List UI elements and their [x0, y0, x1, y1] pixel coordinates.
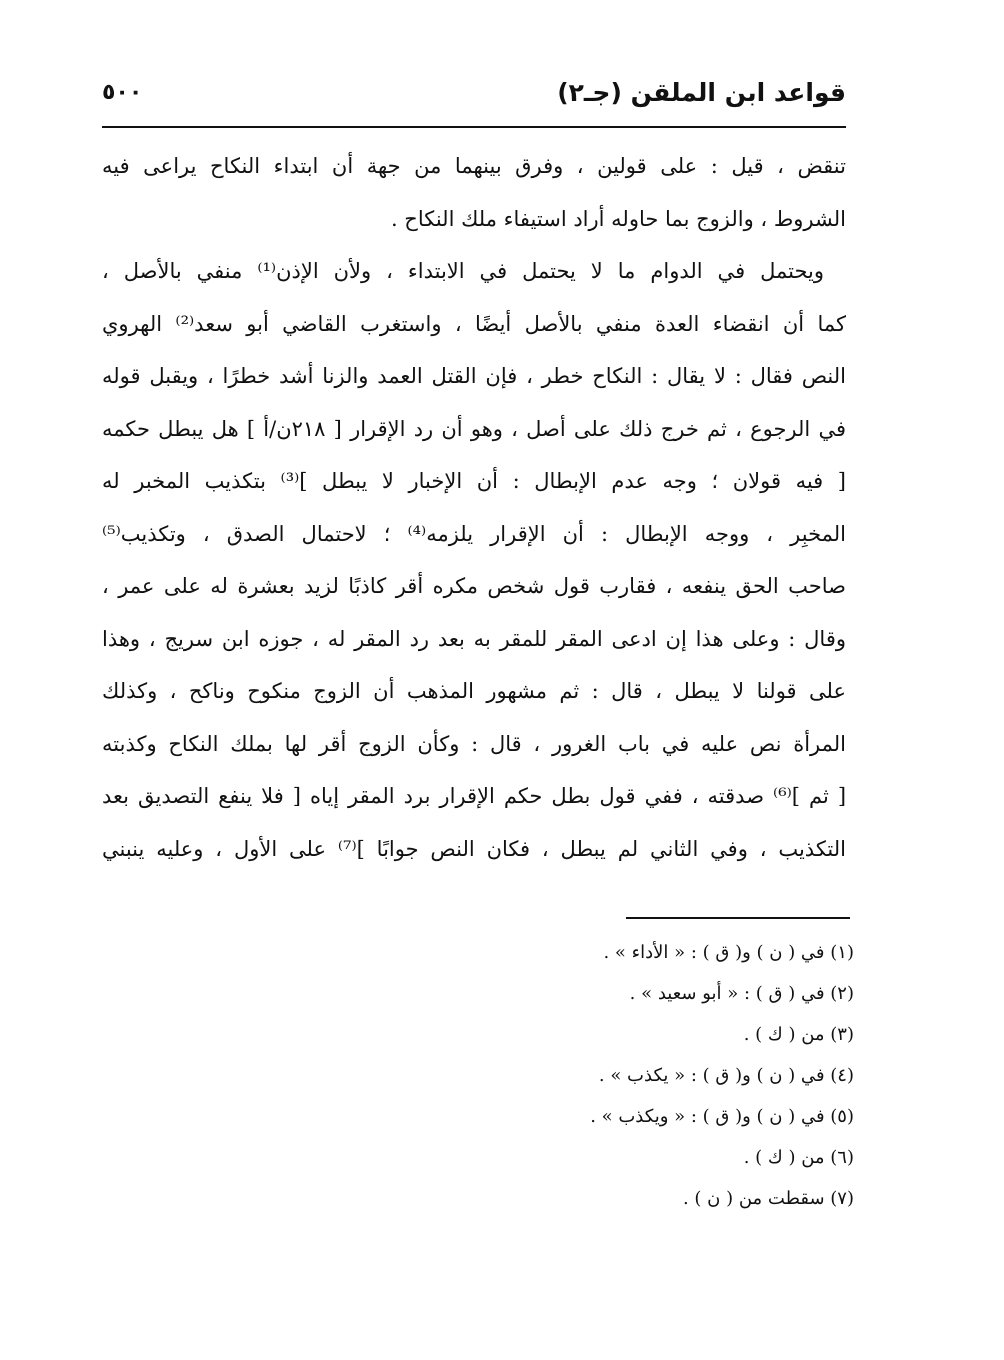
- footnote: (٤) في ( ن ) و( ق ) : « يكذب » .: [598, 1065, 854, 1086]
- text-line: الشروط ، والزوج بما حاوله أراد استيفاء ملك النكاح .: [390, 206, 846, 231]
- text-line: صاحب الحق ينفعه ، فقارب قول شخص مكره أقر كاذبًا لزيد بعشرة له على عمر ،: [102, 574, 846, 598]
- footnote: (٢) في ( ق ) : « أبو سعيد » .: [629, 983, 854, 1004]
- footnote: (٥) في ( ن ) و( ق ) : « ويكذب » .: [590, 1106, 854, 1127]
- text-line: المخبِر ، ووجه الإبطال : أن الإقرار يلزمه⁽⁴⁾ ؛ لاحتمال الصدق ، وتكذيب⁽⁵⁾: [102, 521, 846, 546]
- text-line: المرأة نص عليه في باب الغرور ، قال : وكأن الزوج أقر لها بملك النكاح وكذبته: [102, 731, 846, 756]
- text-line: التكذيب ، وفي الثاني لم يبطل ، فكان النص جوابًا ]⁽⁷⁾ على الأول ، وعليه ينبني: [102, 836, 846, 861]
- text-line: [ فيه قولان ؛ وجه عدم الإبطال : أن الإخبار لا يبطل ]⁽³⁾ بتكذيب المخبر له: [102, 469, 846, 493]
- footnotes: [102, 932, 854, 1219]
- main-text: [102, 140, 846, 875]
- text-line: في الرجوع ، ثم خرج ذلك على أصل ، وهو أن رد الإقرار [ ٢١٨ن/أ ] هل يبطل حكمه: [102, 416, 846, 441]
- text-line: تنقض ، قيل : على قولين ، وفرق بينهما من جهة أن ابتداء النكاح يراعى فيه: [102, 154, 846, 178]
- text-line: ويحتمل في الدوام ما لا يحتمل في الابتداء ، ولأن الإذن⁽¹⁾ منفي بالأصل ،: [102, 259, 824, 283]
- footnote: (٣) من ( ك ) .: [743, 1024, 854, 1045]
- footnote: (١) في ( ن ) و( ق ) : « الأداء » .: [603, 942, 854, 963]
- header-rule: [102, 126, 846, 128]
- text-line: وقال : وعلى هذا إن ادعى المقر للمقر به بعد رد المقر له ، جوزه ابن سريج ، وهذا: [102, 626, 846, 651]
- text-line: النص فقال : لا يقال : النكاح خطر ، فإن القتل العمد والزنا أشد خطرًا ، ويقبل قوله: [102, 364, 846, 388]
- book-title: قواعد ابن الملقن (جـ٢): [557, 78, 846, 107]
- page-number: ٥٠٠: [102, 80, 143, 105]
- footnote: (٧) سقطت من ( ن ) .: [682, 1188, 854, 1209]
- text-line: [ ثم ]⁽⁶⁾ صدقته ، ففي قول بطل حكم الإقرار برد المقر إياه [ فلا ينفع التصديق بعد: [102, 784, 846, 808]
- footnote: (٦) من ( ك ) .: [743, 1147, 854, 1168]
- running-header: [102, 76, 846, 120]
- footnote-separator: [626, 917, 850, 919]
- text-line: كما أن انقضاء العدة منفي بالأصل أيضًا ، واستغرب القاضي أبو سعد⁽²⁾ الهروي: [102, 311, 846, 336]
- text-line: على قولنا لا يبطل ، قال : ثم مشهور المذهب أن الزوج منكوح وناكح ، وكذلك: [102, 679, 846, 703]
